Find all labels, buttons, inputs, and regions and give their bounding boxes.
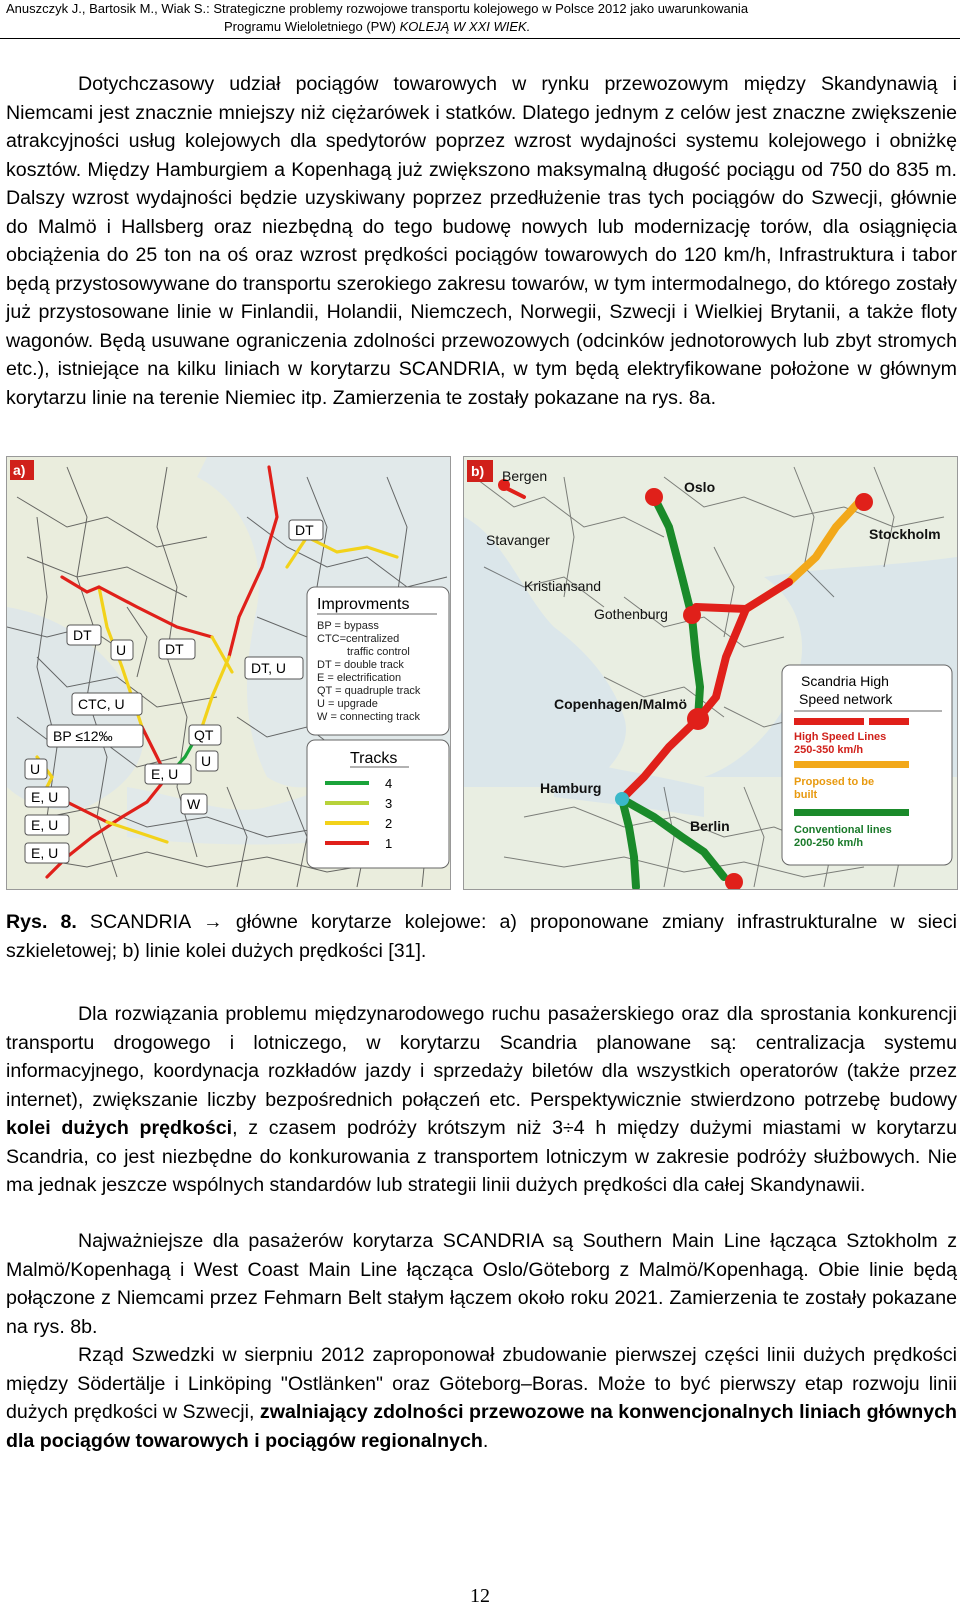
legend-swatch-proposed <box>794 761 909 768</box>
legend-swatch-hsl <box>794 718 864 725</box>
annotation-label: W <box>187 796 201 812</box>
legend-tracks-label: 3 <box>385 796 393 811</box>
legend-improvements-item: W = connecting track <box>317 711 421 723</box>
city-label-kristiansand: Kristiansand <box>524 578 602 594</box>
legend-tracks-label: 1 <box>385 836 393 851</box>
legend-scandria <box>782 665 952 865</box>
map-panel-b <box>463 456 958 890</box>
page-header <box>0 0 960 39</box>
city-label-oslo: Oslo <box>684 479 716 495</box>
map-panel-a <box>6 456 451 890</box>
legend-improvements-item: QT = quadruple track <box>317 685 421 697</box>
legend-improvements-item: U = upgrade <box>317 698 378 710</box>
caption-text: SCANDRIA → główne korytarze kolejowe: a) proponowane zmiany infrastrukturalne w sieci szkieletowej; b) linie kolei dużych prędkości [31]. <box>6 911 957 962</box>
legend-scandria-label: Conventional lines <box>794 824 892 836</box>
legend-scandria-label: Proposed to be <box>794 776 875 788</box>
city-label-stavanger: Stavanger <box>486 532 550 548</box>
legend-scandria-subtitle: Speed network <box>799 691 893 707</box>
annotation-label: DT <box>165 641 184 657</box>
annotation-label: DT <box>295 522 314 538</box>
page-number: 12 <box>470 1585 490 1607</box>
header-program: Programu Wieloletniego (PW) KOLEJĄ W XXI WIEK. <box>224 19 531 34</box>
annotation-label: E, U <box>151 766 179 782</box>
annotation-label: U <box>201 753 212 769</box>
legend-improvements-item: DT = double track <box>317 659 404 671</box>
legend-improvements-item: E = electrification <box>317 672 402 684</box>
city-label-stockholm: Stockholm <box>869 526 941 542</box>
annotation-label: BP ≤12‰ <box>53 728 113 744</box>
annotation-label: U <box>116 642 127 658</box>
annotation-label: E, U <box>31 789 59 805</box>
legend-improvements <box>307 587 449 735</box>
city-label-berlin: Berlin <box>690 818 730 834</box>
annotation-label: E, U <box>31 817 59 833</box>
annotation-label: DT <box>73 627 92 643</box>
panel-b-label: b) <box>471 463 485 479</box>
legend-tracks-label: 2 <box>385 816 393 831</box>
header-citation: Anuszczyk J., Bartosik M., Wiak S.: Strategiczne problemy rozwojowe transportu kolejowego w Polsce 2012 jako uwarunkowania <box>6 1 749 16</box>
legend-swatch-conventional <box>794 809 909 816</box>
paragraph-main-lines: Najważniejsze dla pasażerów korytarza SCANDRIA są Southern Main Line łącząca Sztokholm z Malmö/Kopenhagą i West Coast Main Line łącząca Oslo/Göteborg z Malmö/Kopenhagą. Obie linie będą połączone z Niemcami przez Fehmarn Belt stałym łączem około roku 2021. Zamierzenia te zostały pokazane na rys. 8b. <box>6 1230 957 1338</box>
legend-tracks-label: 4 <box>385 776 393 791</box>
city-label-bergen: Bergen <box>502 468 548 484</box>
legend-scandria-title: Scandria High <box>801 673 889 689</box>
legend-improvements-item: BP = bypass <box>317 620 379 632</box>
city-label-hamburg: Hamburg <box>540 780 602 796</box>
legend-scandria-label: High Speed Lines <box>794 731 887 743</box>
figure-caption <box>6 908 957 965</box>
legend-tracks <box>307 740 449 868</box>
city-label-gothenburg: Gothenburg <box>594 606 668 622</box>
legend-improvements-item: traffic control <box>347 646 410 658</box>
legend-scandria-label: 200-250 km/h <box>794 837 864 849</box>
annotation-label: U <box>30 761 41 777</box>
annotation-label: E, U <box>31 845 59 861</box>
figure-scandria <box>6 456 956 888</box>
paragraph-swedish-government: Rząd Szwedzki w sierpniu 2012 zaproponował zbudowanie pierwszej części linii dużych prędkości między Södertälje i Linköping "Ostlänken" oraz Göteborg–Boras. Może to być pierwszy etap rozwoju linii dużych prędkości w Szwecji, zwalniający zdolności przewozowe na konwencjonalnych liniach głównych dla pociągów towarowych i pociągów regionalnych. <box>6 1344 957 1452</box>
legend-tracks-title: Tracks <box>350 750 398 767</box>
panel-a-label: a) <box>13 462 26 478</box>
annotation-label: QT <box>194 727 214 743</box>
legend-scandria-label: built <box>794 789 818 801</box>
annotation-label: CTC, U <box>78 696 125 712</box>
annotation-label: DT, U <box>251 660 286 676</box>
city-label-copenhagen-malmo: Copenhagen/Malmö <box>554 696 688 712</box>
legend-scandria-label: 250-350 km/h <box>794 744 864 756</box>
legend-improvements-item: CTC=centralized <box>317 633 400 645</box>
caption-label: Rys. 8. <box>6 911 77 933</box>
paragraph-passenger: Dla rozwiązania problemu międzynarodowego ruchu pasażerskiego oraz dla sprostania konkurencji transportu drogowego i lotniczego, w korytarzu Scandria planowane są: centralizacja systemu informacyjnego, koordynacja rozkładów jazdy i sprzedaży biletów dla wszystkich operatorów (także przez internet), zwiększanie liczby bezpośrednich połączeń etc. Perspektywicznie stwierdzono potrzebę budowy kolei dużych prędkości, z czasem podróży krótszym niż 3÷4 h między dużymi miastami w korytarzu Scandria, co jest niezbędne do konkurowania z transportem lotniczym w zakresie podróży służbowych. Nie ma jednak jeszcze wspólnych standardów lub strategii linii dużych prędkości dla całej Skandynawii. <box>6 1003 957 1196</box>
legend-improvements-title: Improvments <box>317 596 410 613</box>
paragraph-freight: Dotychczasowy udział pociągów towarowych w rynku przewozowym między Skandynawią i Niemcami jest znacznie mniejszy niż ciężarówek i statków. Dlatego jednym z celów jest znaczne zwiększenie atrakcyjności usług kolejowych dla spedytorów poprzez wzrost wydajności systemu kolejowego i obniżkę kosztów. Między Hamburgiem a Kopenhagą już zwiększono maksymalną długość pociągu od 750 do 835 m. Dalszy wzrost wydajności będzie uzyskiwany poprzez przedłużenie tras tych pociągów do Szwecji, głównie do Malmö i Hallsberg oraz niezbędną do tego budowę nowych lub modernizację torów, dla osiągnięcia obciążenia do 25 ton na oś oraz wzrost prędkości pociągów towarowych do 120 km/h, Infrastruktura i tabor będą przystosowywane do transportu szerokiego zakresu towarów, w tym intermodalnego, do którego zostały już przystosowane linie w Finlandii, Holandii, Niemczech, Norwegii, Szwecji i Wielkiej Brytanii, a także floty wagonów. Będą usuwane ograniczenia zdolności przewozowych (odcinków jednotorowych lub zbyt stromych etc.), istniejące na kilku liniach w korytarzu SCANDRIA, w tym będą elektryfikowane położone w głównym korytarzu linie na terenie Niemiec itp. Zamierzenia te zostały pokazane na rys. 8a. <box>6 73 957 409</box>
